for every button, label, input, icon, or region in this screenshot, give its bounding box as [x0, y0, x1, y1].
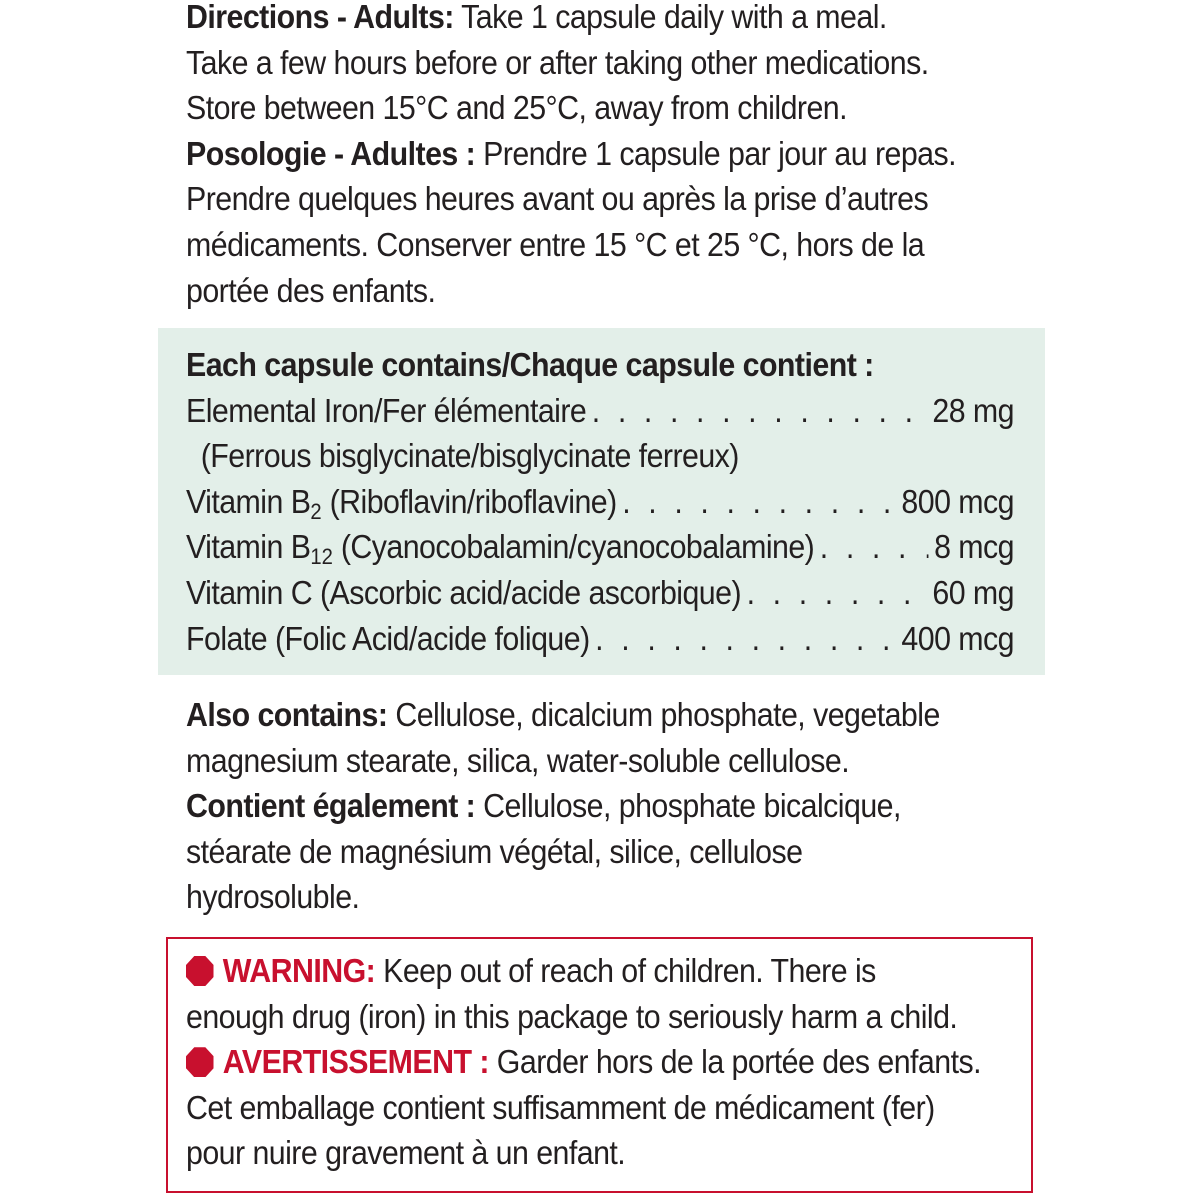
also-fr-line: hydrosoluble.	[186, 878, 360, 916]
warning-fr-line: pour nuire gravement à un enfant.	[186, 1134, 626, 1172]
ingredients-section	[186, 342, 1014, 661]
warning-en-line: enough drug (iron) in this package to seriously harm a child.	[186, 997, 958, 1035]
also-contains-section	[186, 692, 1046, 920]
also-fr-line: stéarate de magnésium végétal, silice, cellulose	[186, 832, 803, 870]
leader-dots	[592, 388, 927, 434]
ingredient-row-vitamin-c: Vitamin C (Ascorbic acid/acide ascorbique) . . . 60 mg	[186, 570, 1014, 616]
also-en-line: magnesium stearate, silica, water-soluble cellulose.	[186, 741, 850, 779]
directions-en-line: Directions - Adults: Take 1 capsule daily with a meal.	[186, 0, 887, 35]
ingredients-heading: Each capsule contains/Chaque capsule contient :	[186, 346, 874, 383]
leader-dots	[622, 479, 896, 525]
warning-fr-line: AVERTISSEMENT : Garder hors de la portée des enfants.	[186, 1039, 977, 1085]
directions-en-label: Directions - Adults:	[186, 0, 454, 35]
ingredient-row-b2: Vitamin $B_2$ (Riboflavin/riboflavine) . . . 800 mcg	[186, 479, 1014, 525]
warning-section	[186, 948, 1046, 1176]
warning-en-label: WARNING:	[222, 952, 376, 989]
warning-en-line: WARNING: Keep out of reach of children. There is	[186, 948, 977, 994]
leader-dots	[747, 570, 927, 616]
ingredient-row-iron: Elemental Iron/Fer élémentaire . . . 28 mg	[186, 388, 1014, 434]
directions-fr-line: médicaments. Conserver entre 15 °C et 25 °C, hors de la	[186, 225, 925, 263]
also-en-label: Also contains:	[186, 696, 388, 733]
ingredient-row-folate: Folate (Folic Acid/acide folique) . . . 400 mcg	[186, 616, 1014, 662]
also-fr-label: Contient également :	[186, 787, 476, 825]
directions-fr-label: Posologie - Adultes :	[186, 134, 476, 172]
directions-fr-line: portée des enfants.	[186, 271, 436, 309]
stop-octagon-icon	[186, 956, 214, 986]
directions-section	[186, 0, 1046, 313]
directions-en-line: Store between 15°C and 25°C, away from children.	[186, 89, 848, 127]
warning-fr-line: Cet emballage contient suffisamment de médicament (fer)	[186, 1088, 935, 1126]
leader-dots	[595, 616, 896, 662]
warning-fr-label: AVERTISSEMENT :	[222, 1043, 489, 1081]
directions-en-line: Take a few hours before or after taking other medications.	[186, 43, 929, 81]
leader-dots	[820, 524, 929, 570]
also-fr-line: Contient également : Cellulose, phosphate bicalcique,	[186, 787, 901, 825]
ingredient-row-b12: Vitamin $B_{12}$ (Cyanocobalamin/cyanocobalamine) . . . 8 mcg	[186, 524, 1014, 570]
directions-fr-line: Prendre quelques heures avant ou après la prise d’autres	[186, 180, 929, 218]
directions-fr-line: Posologie - Adultes : Prendre 1 capsule par jour au repas.	[186, 134, 957, 172]
also-en-line: Also contains: Cellulose, dicalcium phosphate, vegetable	[186, 696, 940, 733]
ingredient-source-iron: (Ferrous bisglycinate/bisglycinate ferreux)	[200, 437, 739, 475]
stop-octagon-icon	[186, 1047, 214, 1077]
